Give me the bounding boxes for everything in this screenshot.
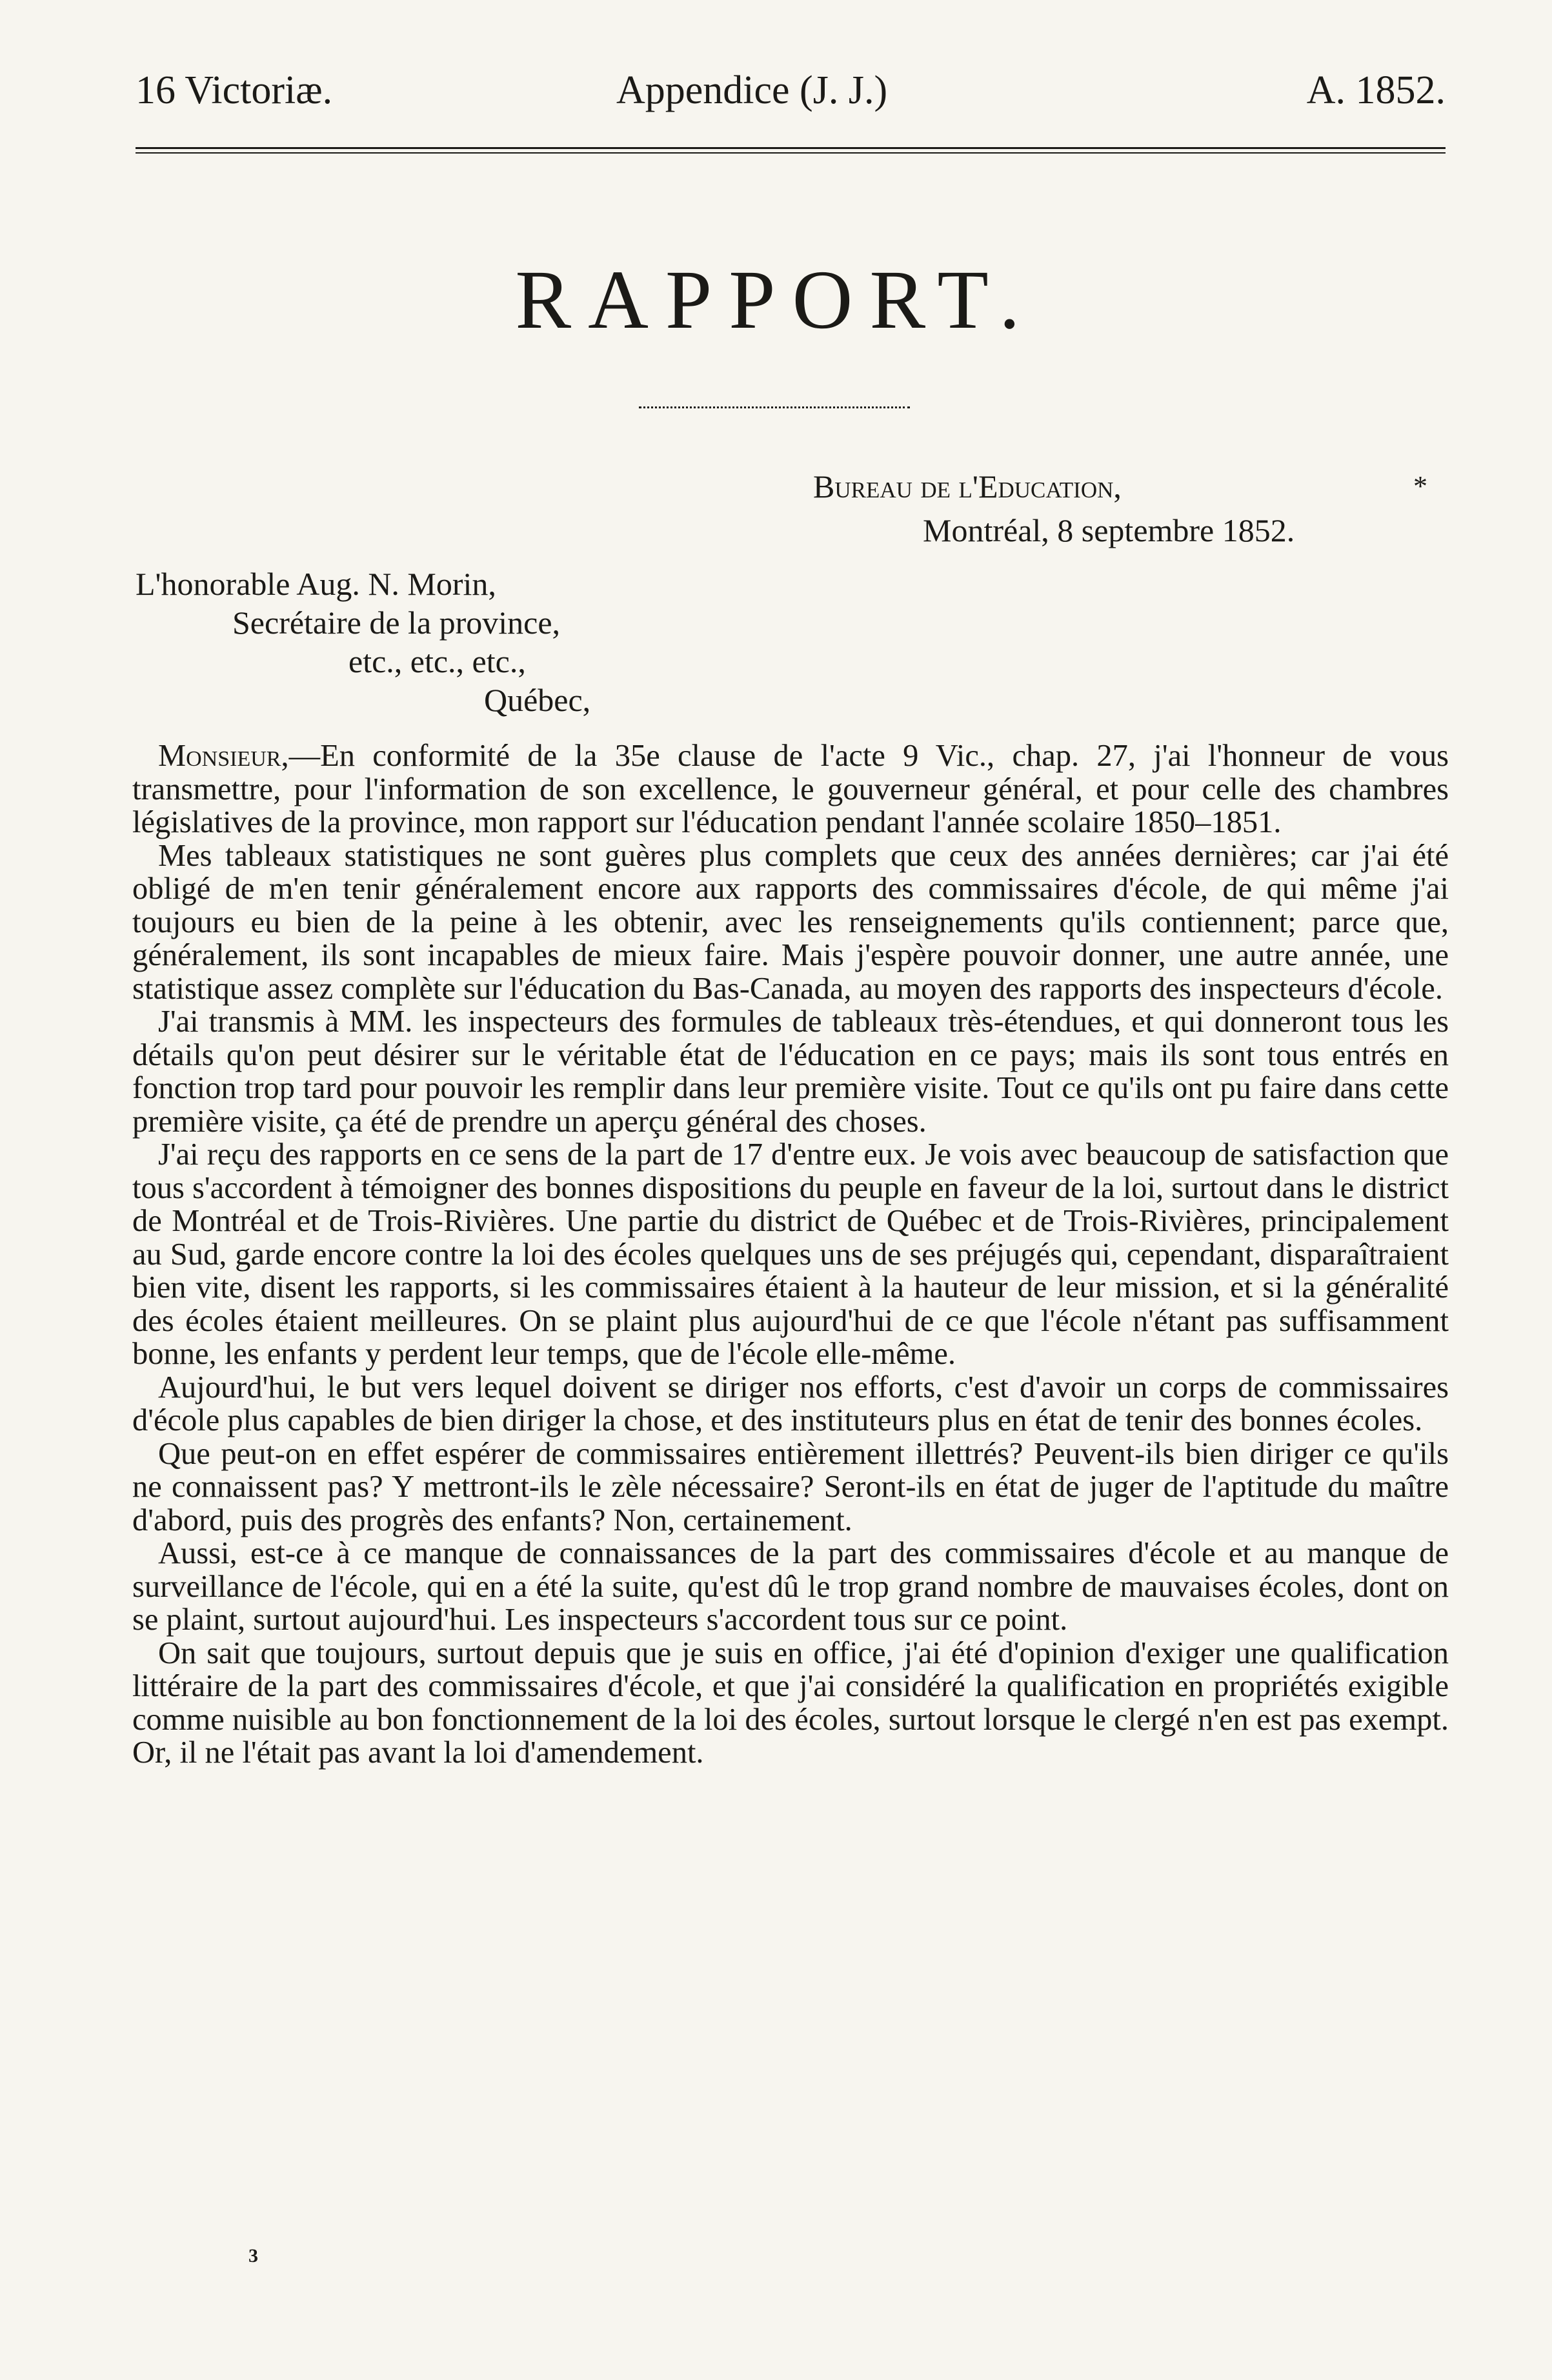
- page-title: RAPPORT.: [515, 254, 1037, 346]
- paragraph-8: On sait que toujours, surtout depuis que je suis en office, j'ai été d'opinion d'exiger une qualification littéraire de la part des commissaires d'école, et que j'ai considéré la qualification en propriétés exigible comme nuisible au bon fonctionnement de la loi des écoles, surtout lorsque le clergé n'en est pas exempt. Or, il ne l'était pas avant la loi d'amendement.: [132, 1635, 1449, 1770]
- paragraph-5: Aujourd'hui, le but vers lequel doivent se diriger nos efforts, c'est d'avoir un corps de commissaires d'école plus capables de bien diriger la chose, et des instituteurs plus en état de tenir des bonnes écoles.: [132, 1370, 1449, 1437]
- paragraph-3: J'ai transmis à MM. les inspecteurs des formules de tableaux très-étendues, et qui donneront tous les détails qu'on peut désirer sur le véritable état de l'éducation en ce pays; mais ils sont tous entrés en fonction trop tard pour pouvoir les remplir dans leur première visite. Tout ce qu'ils ont pu faire dans cette première visite, ça été de prendre un aperçu général des choses.: [132, 1005, 1449, 1139]
- header-year: A. 1852.: [1306, 68, 1446, 112]
- paragraph-4: J'ai reçu des rapports en ce sens de la part de 17 d'entre eux. Je vois avec beaucoup de satisfaction que tous s'accordent à témoigner des bonnes dispositions du peuple en faveur de la loi, surtout dans le district de Montréal et de Trois-Rivières. Une partie du district de Québec et de Trois-Rivières, principalement au Sud, garde encore contre la loi des écoles quelques uns de ses préjugés qui, cependant, disparaîtraient bien vite, disent les rapports, si les commissaires étaient à la hauteur de leur mission, et si la généralité des écoles étaient meilleures. On se plaint plus aujourd'hui de ce que l'école n'étant pas suffisamment bonne, les enfants y perdent leur temps, que de l'école elle-même.: [132, 1137, 1449, 1371]
- salutation: Monsieur,: [158, 739, 289, 773]
- addressee-etc: etc., etc., etc.,: [348, 643, 526, 679]
- report-body: [132, 739, 1449, 1770]
- paragraph-7: Aussi, est-ce à ce manque de connaissances de la part des commissaires d'école et au manque de surveillance de l'école, qui en a été la suite, qu'est dû le trop grand nombre de mauvaises écoles, dont on se plaint, surtout aujourd'hui. Les inspecteurs s'accordent tous sur ce point.: [132, 1536, 1449, 1637]
- running-header: [136, 65, 1446, 116]
- paragraph-1-text: —En conformité de la 35e clause de l'acte 9 Vic., chap. 27, j'ai l'honneur de vous transmettre, pour l'information de son excellence, le gouverneur général, et pour celle des chambres législatives de la province, mon rapport sur l'éducation pendant l'année scolaire 1850–1851.: [132, 739, 1449, 839]
- paragraph-6: Que peut-on en effet espérer de commissaires entièrement illettrés? Peuvent-ils bien diriger ce qu'ils ne connaissent pas? Y mettront-ils le zèle nécessaire? Seront-ils en état de juger de l'aptitude du maître d'abord, puis des progrès des enfants? Non, certainement.: [132, 1436, 1449, 1537]
- paragraph-1: [132, 739, 1449, 839]
- addressee-name: L'honorable Aug. N. Morin,: [136, 566, 496, 602]
- addressee-block: [136, 565, 910, 719]
- signature-mark: 3: [248, 2245, 258, 2266]
- header-double-rule: [136, 147, 1446, 154]
- addressee-city: Québec,: [484, 682, 591, 718]
- addressee-title: Secrétaire de la province,: [232, 605, 561, 641]
- dateline-office: Bureau de l'Education,: [813, 468, 1122, 505]
- dateline-mark: *: [1413, 470, 1427, 502]
- header-appendix: Appendice (J. J.): [616, 68, 888, 112]
- title-rule: [639, 406, 910, 408]
- dateline-place-date: Montréal, 8 septembre 1852.: [923, 512, 1295, 548]
- header-regnal-year: 16 Victoriæ.: [136, 68, 333, 112]
- paragraph-2: Mes tableaux statistiques ne sont guères plus complets que ceux des années dernières; car j'ai été obligé de m'en tenir généralement encore aux rapports des commissaires d'école, de qui même j'ai toujours eu bien de la peine à les obtenir, avec les renseignements qu'ils contiennent; parce que, généralement, ils sont incapables de mieux faire. Mais j'espère pouvoir donner, une autre année, une statistique assez complète sur l'éducation du Bas-Canada, au moyen des rapports des inspecteurs d'école.: [132, 838, 1449, 1006]
- dateline: [794, 465, 1427, 552]
